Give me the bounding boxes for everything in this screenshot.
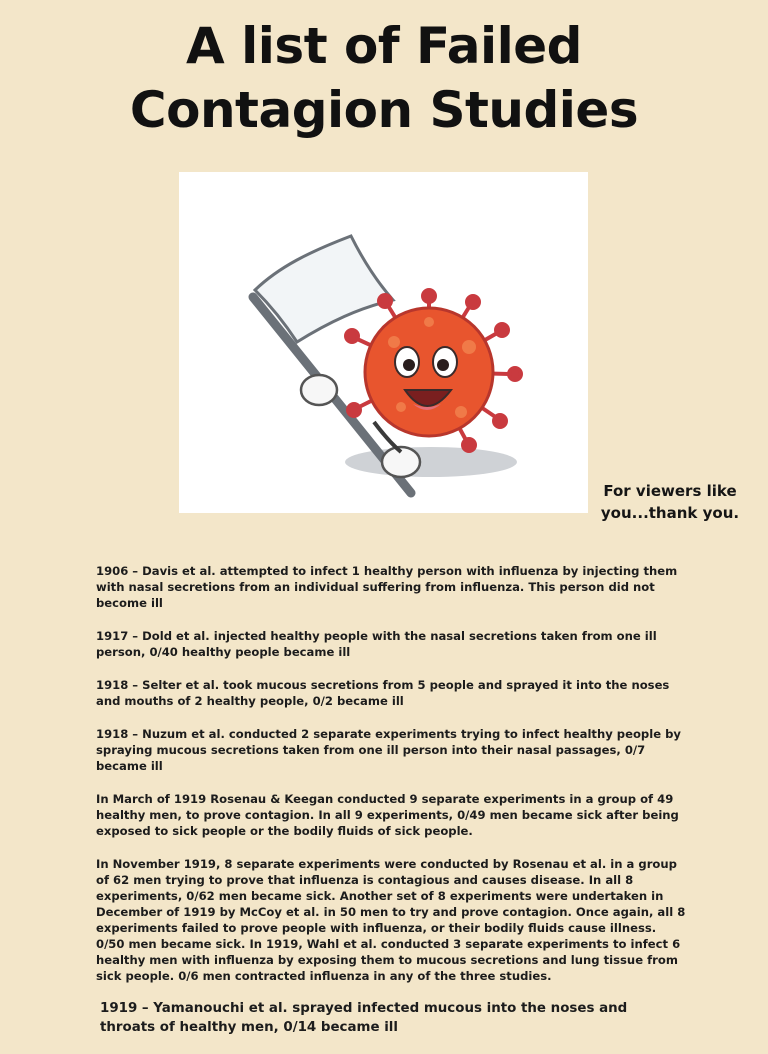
thank-you-note (600, 480, 740, 524)
thank-you-line-1: For viewers like (603, 482, 737, 500)
study-entry: 1918 – Selter et al. took mucous secretions from 5 people and sprayed it into the noses and mouths of 2 healthy people, 0/2 became ill (96, 678, 670, 708)
virus-flag-illustration (179, 172, 588, 513)
study-entry: 1917 – Dold et al. injected healthy people with the nasal secretions taken from one ill person, 0/40 healthy people became ill (96, 629, 657, 659)
thank-you-line-2: you...thank you. (600, 504, 740, 522)
study-entry: 1918 – Nuzum et al. conducted 2 separate experiments trying to infect healthy people by spraying mucous secretions taken from one ill person into their nasal passages, 0/7 became ill (96, 727, 681, 773)
upper-hand (301, 375, 337, 405)
title-line-2: Contagion Studies (129, 81, 639, 139)
virus-body (365, 308, 493, 436)
study-entry: In March of 1919 Rosenau & Keegan conducted 9 separate experiments in a group of 49 healthy men, to prove contagion. In all 9 experiments, 0/49 men became sick after being exposed to sick people or the bodily fluids of sick people. (96, 792, 679, 838)
failed-studies-list (96, 563, 686, 1054)
title-line-1: A list of Failed (186, 17, 582, 75)
ground-shadow (345, 447, 517, 477)
page-title (0, 14, 768, 142)
study-entry: 1919 – Yamanouchi et al. sprayed infected mucous into the noses and throats of healthy men, 0/14 became ill (100, 1001, 628, 1035)
study-entry: 1906 – Davis et al. attempted to infect 1 healthy person with influenza by injecting them with nasal secretions from an individual suffering from influenza. This person did not become ill (96, 564, 678, 610)
study-entry: In November 1919, 8 separate experiments were conducted by Rosenau et al. in a group of 62 men trying to prove that influenza is contagious and causes disease. In all 8 experiments, 0/62 men became sick. Another set of 8 experiments were undertaken in December of 1919 by McCoy et al. in 50 men to try and prove contagion. Once again, all 8 experiments failed to prove people with influenza, or their bodily fluids cause illness. 0/50 men became sick. In 1919, Wahl et al. conducted 3 separate experiments to infect 6 healthy men with influenza by exposing them to mucous secretions and lung tissue from sick people. 0/6 men contracted influenza in any of the three studies. (96, 857, 686, 983)
virus-holding-white-flag-icon (179, 172, 588, 513)
